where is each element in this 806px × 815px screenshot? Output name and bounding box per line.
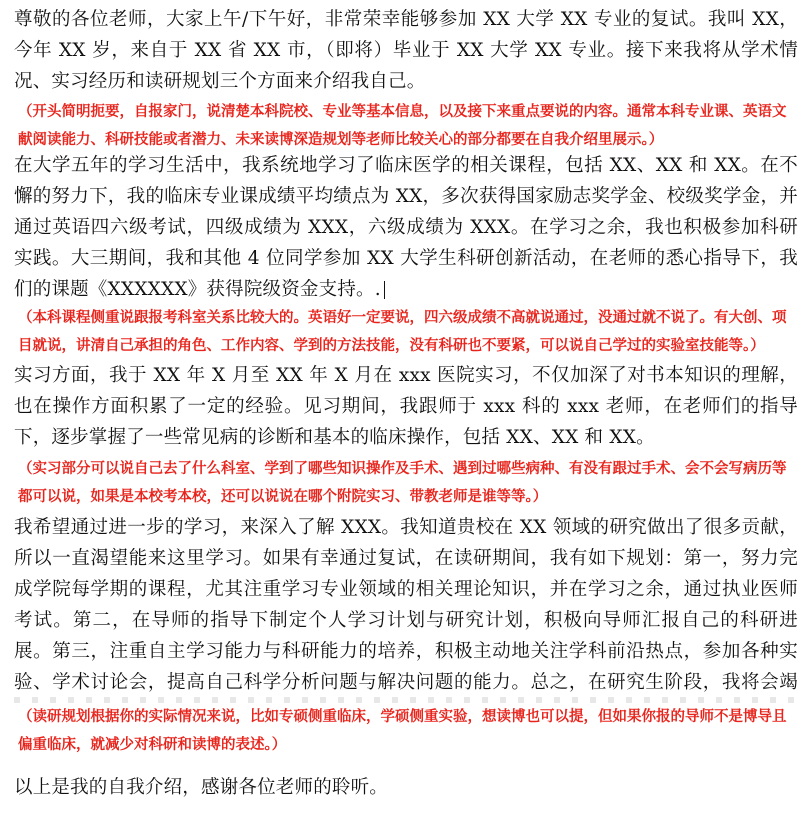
- study-plan-paragraph: 我希望通过进一步的学习，来深入了解 XXX。我知道贵校在 XX 领域的研究做出了很多贡献，所以一直渴望能来这里学习。如果有幸通过复试，在读研期间，我有如下规划：第一，努力完成学院每学期的课程，尤其注重学习专业领域的相关理论知识，并在学习之余，通过执业医师考试。第二，在导师的指导下制定个人学习计划与研究计划，积极向导师汇报自己的科研进展。第三，注重自主学习能力与科研能力的培养，积极主动地关注学科前沿热点，参加各种实验、学术讨论会，提高自己科学分析问题与解决问题的能力。总之，在研究生阶段，我将会竭: [14, 517, 798, 693]
- closing-paragraph: 以上是我的自我介绍，感谢各位老师的聆听。: [14, 777, 389, 798]
- text-cursor: [384, 281, 385, 299]
- academic-guidance-note: （本科课程侧重说跟报考科室关系比较大的。英语好一定要说，四六级成绩不高就说通过，没通过就不说了。有大创、项目就说，讲清自己承担的角色、工作内容、学到的方法技能，没有科研也不要紧，可以说自己学过的实验室技能等。）: [18, 310, 787, 354]
- internship-guidance-note: （实习部分可以说自己去了什么科室、学到了哪些知识操作及手术、遇到过哪些病种、有没有跟过手术、会不会写病历等都可以说，如果是本校考本校，还可以说说在哪个附院实习、带教老师是谁等等。）: [18, 461, 787, 505]
- academic-paragraph: [14, 150, 798, 305]
- intro-guidance-note: （开头简明扼要，自报家门，说清楚本科院校、专业等基本信息，以及接下来重点要说的内容。通常本科专业课、英语文献阅读能力、科研技能或者潜力、未来读博深造规划等老师比较关心的部分都要在自我介绍里展示。）: [18, 104, 787, 148]
- study-plan-guidance-note: （读研规划根据你的实际情况来说，比如专硕侧重临床，学硕侧重实验，想读博也可以提，但如果你报的导师不是博导且偏重临床，就减少对科研和读博的表述。）: [18, 709, 787, 753]
- internship-paragraph: 实习方面，我于 XX 年 X 月至 XX 年 X 月在 xxx 医院实习，不仅加深了对书本知识的理解，也在操作方面积累了一定的经验。见习期间，我跟师于 xxx 科的 xxx 老师，在老师们的指导下，逐步掌握了一些常见病的诊断和基本的临床操作，包括 XX、XX 和 XX。: [14, 365, 798, 448]
- intro-paragraph: 尊敬的各位老师，大家上午/下午好，非常荣幸能够参加 XX 大学 XX 专业的复试。我叫 XX，今年 XX 岁，来自于 XX 省 XX 市，（即将）毕业于 XX 大学 XX 专业。接下来我将从学术情况、实习经历和读研规划三个方面来介绍我自己。: [14, 9, 798, 92]
- academic-paragraph-text: 在大学五年的学习生活中，我系统地学习了临床医学的相关课程，包括 XX、XX 和 XX。在不懈的努力下，我的临床专业课成绩平均绩点为 XX，多次获得国家励志奖学金、校级奖学金，并通过英语四六级考试，四级成绩为 XXX，六级成绩为 XXX。在学习之余，我也积极参加科研实践。大三期间，我和其他 4 位同学参加 XX 大学生科研创新活动，在老师的悉心指导下，我们的课题《XXXXXX》获得院级资金支持。.: [14, 155, 798, 300]
